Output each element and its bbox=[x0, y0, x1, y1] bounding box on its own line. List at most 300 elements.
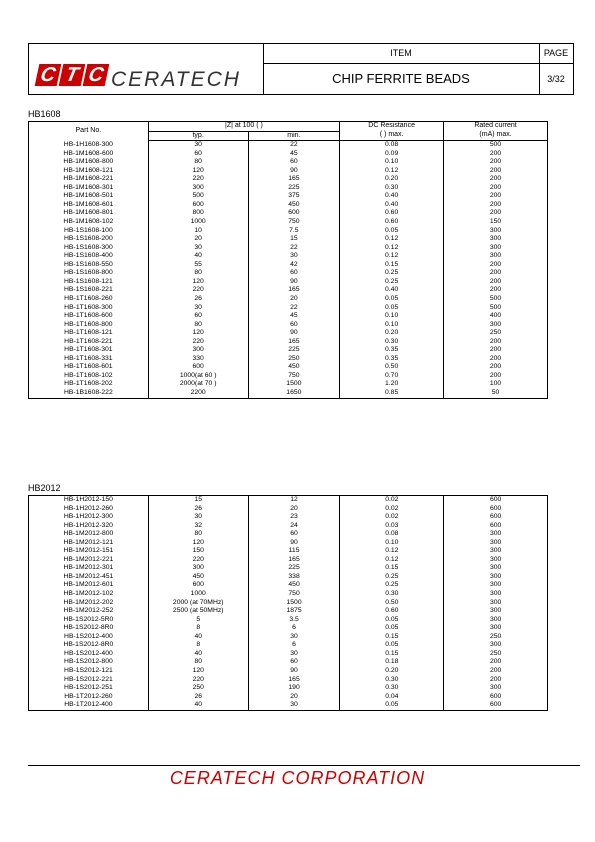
dc-resistance: 0.12 bbox=[340, 556, 444, 565]
impedance-min: 90 bbox=[248, 539, 340, 548]
part-number: HB-1T1608-601 bbox=[29, 363, 149, 372]
impedance-typ: 2200 bbox=[148, 389, 248, 398]
table-row bbox=[29, 530, 548, 539]
impedance-min: 60 bbox=[248, 269, 340, 278]
dc-resistance: 0.60 bbox=[340, 218, 444, 227]
table-row bbox=[29, 564, 548, 573]
part-number: HB-1M2012-301 bbox=[29, 564, 149, 573]
table-row bbox=[29, 269, 548, 278]
impedance-min: 165 bbox=[248, 675, 340, 684]
part-number: HB-1T1608-301 bbox=[29, 346, 149, 355]
table-row bbox=[29, 573, 548, 582]
impedance-typ: 10 bbox=[148, 227, 248, 236]
rated-current: 200 bbox=[444, 150, 548, 159]
dc-resistance: 0.18 bbox=[340, 658, 444, 667]
table-row bbox=[29, 372, 548, 381]
section-title-hb2012: HB2012 bbox=[28, 483, 61, 493]
rated-current: 300 bbox=[444, 607, 548, 616]
table-row bbox=[29, 607, 548, 616]
table-row bbox=[29, 355, 548, 364]
ctc-logo-mark bbox=[37, 64, 109, 86]
rated-current: 300 bbox=[444, 244, 548, 253]
table-row bbox=[29, 235, 548, 244]
impedance-min: 90 bbox=[248, 167, 340, 176]
table-row bbox=[29, 363, 548, 372]
impedance-typ: 26 bbox=[148, 693, 248, 702]
impedance-typ: 80 bbox=[148, 658, 248, 667]
table-row bbox=[29, 616, 548, 625]
table-row bbox=[29, 192, 548, 201]
section-title-hb1608: HB1608 bbox=[28, 109, 61, 119]
dc-resistance: 0.08 bbox=[340, 530, 444, 539]
table-row bbox=[29, 167, 548, 176]
impedance-min: 750 bbox=[248, 218, 340, 227]
impedance-typ: 600 bbox=[148, 363, 248, 372]
dc-resistance: 0.05 bbox=[340, 616, 444, 625]
impedance-typ: 800 bbox=[148, 209, 248, 218]
table-row bbox=[29, 556, 548, 565]
rated-current: 200 bbox=[444, 175, 548, 184]
impedance-typ: 120 bbox=[148, 167, 248, 176]
impedance-typ: 60 bbox=[148, 312, 248, 321]
impedance-min: 20 bbox=[248, 295, 340, 304]
impedance-min: 250 bbox=[248, 355, 340, 364]
impedance-min: 338 bbox=[248, 573, 340, 582]
page-number: 3/32 bbox=[547, 74, 565, 84]
col-header-rated-unit: (mA) max. bbox=[444, 131, 548, 141]
impedance-min: 165 bbox=[248, 286, 340, 295]
part-number: HB-1M1608-102 bbox=[29, 218, 149, 227]
logo-letter: C bbox=[35, 64, 62, 86]
dc-resistance: 0.05 bbox=[340, 624, 444, 633]
dc-resistance: 0.10 bbox=[340, 321, 444, 330]
logo-letter: T bbox=[59, 64, 86, 86]
impedance-typ: 300 bbox=[148, 564, 248, 573]
part-number: HB-1H2012-320 bbox=[29, 522, 149, 531]
dc-resistance: 0.30 bbox=[340, 684, 444, 693]
table-row bbox=[29, 227, 548, 236]
impedance-typ: 80 bbox=[148, 269, 248, 278]
impedance-min: 20 bbox=[248, 505, 340, 514]
table-row bbox=[29, 522, 548, 531]
part-number: HB-1M2012-202 bbox=[29, 599, 149, 608]
part-number: HB-1M1608-121 bbox=[29, 167, 149, 176]
table-row bbox=[29, 496, 548, 505]
col-header-dc-unit: ( ) max. bbox=[340, 131, 444, 141]
impedance-typ: 500 bbox=[148, 192, 248, 201]
part-number: HB-1S1608-800 bbox=[29, 269, 149, 278]
rated-current: 300 bbox=[444, 547, 548, 556]
footer-company-name: CERATECH CORPORATION bbox=[169, 768, 426, 788]
dc-resistance: 0.02 bbox=[340, 513, 444, 522]
table-row bbox=[29, 675, 548, 684]
rated-current: 250 bbox=[444, 650, 548, 659]
part-number: HB-1S2012-400 bbox=[29, 633, 149, 642]
rated-current: 200 bbox=[444, 286, 548, 295]
dc-resistance: 0.12 bbox=[340, 235, 444, 244]
col-header-min: min. bbox=[248, 131, 340, 141]
impedance-typ: 330 bbox=[148, 355, 248, 364]
impedance-typ: 2500 (at 50MHz) bbox=[148, 607, 248, 616]
document-header bbox=[28, 43, 574, 95]
impedance-typ: 40 bbox=[148, 701, 248, 710]
table-row bbox=[29, 539, 548, 548]
impedance-min: 375 bbox=[248, 192, 340, 201]
table-row bbox=[29, 380, 548, 389]
table-row bbox=[29, 150, 548, 159]
dc-resistance: 0.04 bbox=[340, 693, 444, 702]
impedance-typ: 55 bbox=[148, 261, 248, 270]
rated-current: 300 bbox=[444, 556, 548, 565]
page-cell bbox=[539, 44, 573, 94]
table-row bbox=[29, 684, 548, 693]
page-label: PAGE bbox=[539, 44, 573, 64]
rated-current: 200 bbox=[444, 346, 548, 355]
rated-current: 200 bbox=[444, 278, 548, 287]
part-number: HB-1T1608-600 bbox=[29, 312, 149, 321]
rated-current: 600 bbox=[444, 513, 548, 522]
rated-current: 300 bbox=[444, 252, 548, 261]
impedance-typ: 15 bbox=[148, 496, 248, 505]
dc-resistance: 0.05 bbox=[340, 303, 444, 312]
item-label: ITEM bbox=[263, 44, 539, 64]
dc-resistance: 0.12 bbox=[340, 167, 444, 176]
dc-resistance: 0.15 bbox=[340, 633, 444, 642]
part-number: HB-1T1608-102 bbox=[29, 372, 149, 381]
part-number: HB-1B1608-222 bbox=[29, 389, 149, 398]
impedance-min: 12 bbox=[248, 496, 340, 505]
dc-resistance: 0.25 bbox=[340, 573, 444, 582]
impedance-typ: 1000(at 60 ) bbox=[148, 372, 248, 381]
table-row bbox=[29, 141, 548, 150]
dc-resistance: 1.20 bbox=[340, 380, 444, 389]
table-row bbox=[29, 547, 548, 556]
table-row bbox=[29, 346, 548, 355]
rated-current: 200 bbox=[444, 261, 548, 270]
impedance-typ: 2000(at 70 ) bbox=[148, 380, 248, 389]
part-number: HB-1H2012-150 bbox=[29, 496, 149, 505]
part-number: HB-1S1608-400 bbox=[29, 252, 149, 261]
impedance-typ: 30 bbox=[148, 244, 248, 253]
rated-current: 200 bbox=[444, 201, 548, 210]
dc-resistance: 0.10 bbox=[340, 312, 444, 321]
rated-current: 300 bbox=[444, 227, 548, 236]
brand-name: CERATECH bbox=[111, 68, 241, 91]
part-number: HB-1S2012-121 bbox=[29, 667, 149, 676]
dc-resistance: 0.15 bbox=[340, 564, 444, 573]
dc-resistance: 0.12 bbox=[340, 244, 444, 253]
rated-current: 600 bbox=[444, 505, 548, 514]
table-row bbox=[29, 295, 548, 304]
impedance-typ: 120 bbox=[148, 329, 248, 338]
dc-resistance: 0.60 bbox=[340, 209, 444, 218]
table-row bbox=[29, 513, 548, 522]
col-header-rated: Rated current bbox=[444, 122, 548, 132]
dc-resistance: 0.30 bbox=[340, 338, 444, 347]
impedance-typ: 80 bbox=[148, 530, 248, 539]
impedance-min: 225 bbox=[248, 564, 340, 573]
part-number: HB-1M2012-800 bbox=[29, 530, 149, 539]
impedance-min: 165 bbox=[248, 556, 340, 565]
col-header-impedance: |Z| at 100 ( ) bbox=[148, 122, 339, 132]
dc-resistance: 0.05 bbox=[340, 701, 444, 710]
part-number: HB-1T1608-800 bbox=[29, 321, 149, 330]
impedance-typ: 30 bbox=[148, 303, 248, 312]
impedance-min: 45 bbox=[248, 150, 340, 159]
part-number: HB-1S1608-300 bbox=[29, 244, 149, 253]
impedance-min: 22 bbox=[248, 303, 340, 312]
impedance-typ: 32 bbox=[148, 522, 248, 531]
part-number: HB-1T2012-400 bbox=[29, 701, 149, 710]
impedance-min: 90 bbox=[248, 329, 340, 338]
rated-current: 200 bbox=[444, 184, 548, 193]
dc-resistance: 0.30 bbox=[340, 675, 444, 684]
part-number: HB-1T1608-221 bbox=[29, 338, 149, 347]
impedance-typ: 1000 bbox=[148, 218, 248, 227]
impedance-typ: 40 bbox=[148, 252, 248, 261]
impedance-typ: 80 bbox=[148, 158, 248, 167]
impedance-typ: 600 bbox=[148, 581, 248, 590]
table-row bbox=[29, 201, 548, 210]
dc-resistance: 0.35 bbox=[340, 346, 444, 355]
impedance-min: 90 bbox=[248, 667, 340, 676]
part-number: HB-1H1608-300 bbox=[29, 141, 149, 150]
impedance-typ: 300 bbox=[148, 184, 248, 193]
rated-current: 500 bbox=[444, 295, 548, 304]
company-logo bbox=[29, 44, 264, 94]
part-number: HB-1M2012-451 bbox=[29, 573, 149, 582]
part-number: HB-1M2012-252 bbox=[29, 607, 149, 616]
table-row bbox=[29, 252, 548, 261]
dc-resistance: 0.25 bbox=[340, 278, 444, 287]
part-number: HB-1T1608-121 bbox=[29, 329, 149, 338]
footer-divider bbox=[28, 765, 580, 766]
impedance-min: 23 bbox=[248, 513, 340, 522]
rated-current: 300 bbox=[444, 539, 548, 548]
impedance-min: 1650 bbox=[248, 389, 340, 398]
rated-current: 300 bbox=[444, 641, 548, 650]
table-row bbox=[29, 624, 548, 633]
rated-current: 300 bbox=[444, 684, 548, 693]
impedance-min: 30 bbox=[248, 650, 340, 659]
dc-resistance: 0.40 bbox=[340, 286, 444, 295]
dc-resistance: 0.20 bbox=[340, 329, 444, 338]
impedance-min: 1875 bbox=[248, 607, 340, 616]
rated-current: 200 bbox=[444, 658, 548, 667]
impedance-typ: 600 bbox=[148, 201, 248, 210]
table-row bbox=[29, 278, 548, 287]
rated-current: 200 bbox=[444, 192, 548, 201]
impedance-min: 60 bbox=[248, 321, 340, 330]
impedance-min: 6 bbox=[248, 641, 340, 650]
rated-current: 200 bbox=[444, 355, 548, 364]
impedance-typ: 60 bbox=[148, 150, 248, 159]
impedance-typ: 220 bbox=[148, 286, 248, 295]
dc-resistance: 0.25 bbox=[340, 269, 444, 278]
dc-resistance: 0.05 bbox=[340, 295, 444, 304]
part-number: HB-1S2012-800 bbox=[29, 658, 149, 667]
dc-resistance: 0.09 bbox=[340, 150, 444, 159]
impedance-typ: 2000 (at 70MHz) bbox=[148, 599, 248, 608]
rated-current: 300 bbox=[444, 624, 548, 633]
part-number: HB-1S2012-400 bbox=[29, 650, 149, 659]
dc-resistance: 0.85 bbox=[340, 389, 444, 398]
impedance-min: 6 bbox=[248, 624, 340, 633]
logo-letter: C bbox=[83, 64, 110, 86]
impedance-typ: 220 bbox=[148, 175, 248, 184]
rated-current: 200 bbox=[444, 209, 548, 218]
dc-resistance: 0.15 bbox=[340, 261, 444, 270]
dc-resistance: 0.25 bbox=[340, 581, 444, 590]
rated-current: 300 bbox=[444, 235, 548, 244]
table-row bbox=[29, 667, 548, 676]
part-number: HB-1S1608-550 bbox=[29, 261, 149, 270]
dc-resistance: 0.50 bbox=[340, 599, 444, 608]
rated-current: 300 bbox=[444, 599, 548, 608]
impedance-min: 30 bbox=[248, 252, 340, 261]
rated-current: 600 bbox=[444, 496, 548, 505]
rated-current: 200 bbox=[444, 338, 548, 347]
impedance-typ: 120 bbox=[148, 667, 248, 676]
impedance-min: 225 bbox=[248, 346, 340, 355]
part-number: HB-1M1608-801 bbox=[29, 209, 149, 218]
impedance-typ: 1000 bbox=[148, 590, 248, 599]
dc-resistance: 0.02 bbox=[340, 505, 444, 514]
part-number: HB-1S1608-100 bbox=[29, 227, 149, 236]
impedance-min: 22 bbox=[248, 244, 340, 253]
impedance-min: 1500 bbox=[248, 599, 340, 608]
part-number: HB-1S1608-200 bbox=[29, 235, 149, 244]
dc-resistance: 0.15 bbox=[340, 650, 444, 659]
impedance-typ: 30 bbox=[148, 141, 248, 150]
part-number: HB-1T1608-300 bbox=[29, 303, 149, 312]
impedance-min: 165 bbox=[248, 338, 340, 347]
rated-current: 200 bbox=[444, 667, 548, 676]
impedance-typ: 40 bbox=[148, 633, 248, 642]
impedance-min: 60 bbox=[248, 658, 340, 667]
part-number: HB-1H2012-300 bbox=[29, 513, 149, 522]
rated-current: 600 bbox=[444, 693, 548, 702]
table-row bbox=[29, 693, 548, 702]
table-row bbox=[29, 329, 548, 338]
rated-current: 600 bbox=[444, 701, 548, 710]
part-number: HB-1S2012-221 bbox=[29, 675, 149, 684]
impedance-min: 115 bbox=[248, 547, 340, 556]
impedance-min: 30 bbox=[248, 701, 340, 710]
impedance-min: 60 bbox=[248, 158, 340, 167]
table-row bbox=[29, 641, 548, 650]
impedance-min: 20 bbox=[248, 693, 340, 702]
rated-current: 300 bbox=[444, 573, 548, 582]
dc-resistance: 0.30 bbox=[340, 184, 444, 193]
part-number: HB-1H2012-260 bbox=[29, 505, 149, 514]
part-number: HB-1M1608-601 bbox=[29, 201, 149, 210]
impedance-typ: 20 bbox=[148, 235, 248, 244]
table-row bbox=[29, 650, 548, 659]
rated-current: 300 bbox=[444, 581, 548, 590]
impedance-typ: 26 bbox=[148, 505, 248, 514]
table-row bbox=[29, 338, 548, 347]
rated-current: 600 bbox=[444, 522, 548, 531]
part-number: HB-1M2012-221 bbox=[29, 556, 149, 565]
part-number: HB-1M1608-221 bbox=[29, 175, 149, 184]
table-row bbox=[29, 158, 548, 167]
table-row bbox=[29, 505, 548, 514]
dc-resistance: 0.10 bbox=[340, 158, 444, 167]
part-number: HB-1M1608-800 bbox=[29, 158, 149, 167]
rated-current: 200 bbox=[444, 372, 548, 381]
impedance-min: 30 bbox=[248, 633, 340, 642]
dc-resistance: 0.05 bbox=[340, 227, 444, 236]
table-row bbox=[29, 218, 548, 227]
impedance-min: 165 bbox=[248, 175, 340, 184]
rated-current: 300 bbox=[444, 590, 548, 599]
impedance-typ: 220 bbox=[148, 556, 248, 565]
part-number: HB-1S2012-5R0 bbox=[29, 616, 149, 625]
part-number: HB-1M2012-151 bbox=[29, 547, 149, 556]
dc-resistance: 0.30 bbox=[340, 590, 444, 599]
impedance-typ: 220 bbox=[148, 675, 248, 684]
dc-resistance: 0.40 bbox=[340, 192, 444, 201]
impedance-typ: 120 bbox=[148, 539, 248, 548]
impedance-min: 190 bbox=[248, 684, 340, 693]
impedance-min: 225 bbox=[248, 184, 340, 193]
impedance-typ: 220 bbox=[148, 338, 248, 347]
rated-current: 500 bbox=[444, 303, 548, 312]
part-number: HB-1M1608-600 bbox=[29, 150, 149, 159]
col-header-typ: typ. bbox=[148, 131, 248, 141]
table-row bbox=[29, 303, 548, 312]
rated-current: 200 bbox=[444, 675, 548, 684]
table-row bbox=[29, 581, 548, 590]
item-value: CHIP FERRITE BEADS bbox=[332, 71, 470, 86]
rated-current: 250 bbox=[444, 329, 548, 338]
impedance-typ: 300 bbox=[148, 346, 248, 355]
rated-current: 400 bbox=[444, 312, 548, 321]
dc-resistance: 0.02 bbox=[340, 496, 444, 505]
table-row bbox=[29, 286, 548, 295]
impedance-min: 45 bbox=[248, 312, 340, 321]
impedance-min: 3.5 bbox=[248, 616, 340, 625]
impedance-typ: 26 bbox=[148, 295, 248, 304]
dc-resistance: 0.50 bbox=[340, 363, 444, 372]
table-row bbox=[29, 175, 548, 184]
dc-resistance: 0.60 bbox=[340, 607, 444, 616]
part-number: HB-1S1608-121 bbox=[29, 278, 149, 287]
rated-current: 500 bbox=[444, 141, 548, 150]
table-row bbox=[29, 312, 548, 321]
hb1608-table bbox=[28, 121, 548, 399]
impedance-typ: 30 bbox=[148, 513, 248, 522]
impedance-min: 450 bbox=[248, 581, 340, 590]
table-row bbox=[29, 184, 548, 193]
impedance-min: 42 bbox=[248, 261, 340, 270]
part-number: HB-1S2012-251 bbox=[29, 684, 149, 693]
part-number: HB-1M1608-501 bbox=[29, 192, 149, 201]
rated-current: 300 bbox=[444, 616, 548, 625]
impedance-min: 450 bbox=[248, 201, 340, 210]
impedance-min: 24 bbox=[248, 522, 340, 531]
table-row bbox=[29, 389, 548, 398]
part-number: HB-1T1608-202 bbox=[29, 380, 149, 389]
table-row bbox=[29, 244, 548, 253]
impedance-typ: 120 bbox=[148, 278, 248, 287]
item-cell bbox=[263, 44, 540, 94]
table-row bbox=[29, 658, 548, 667]
rated-current: 300 bbox=[444, 564, 548, 573]
rated-current: 150 bbox=[444, 218, 548, 227]
rated-current: 300 bbox=[444, 321, 548, 330]
